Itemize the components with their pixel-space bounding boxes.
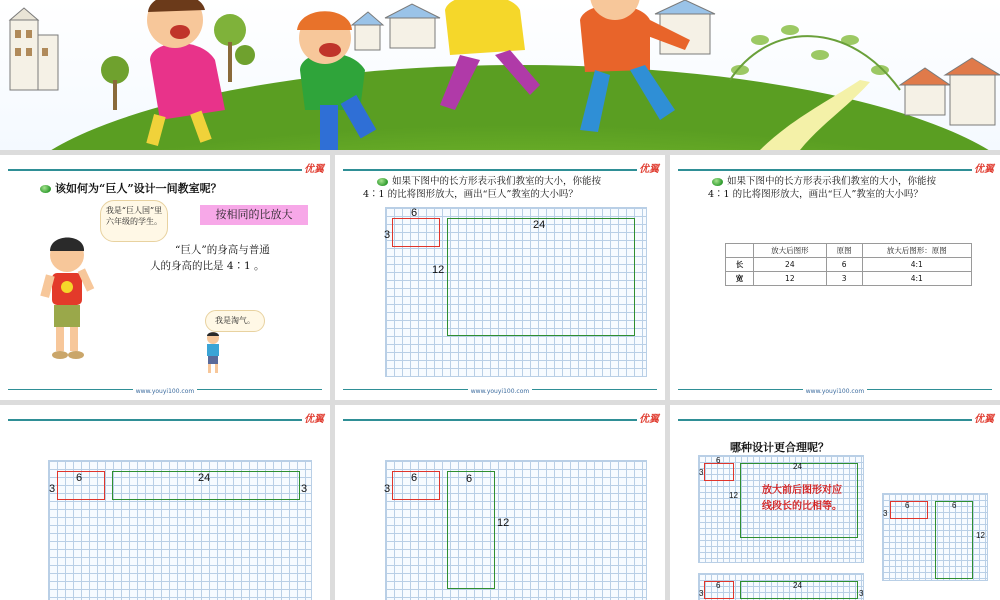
- website-footer: www.youyi100.com: [0, 388, 330, 395]
- cartoon-kids-illustration: [0, 0, 1000, 150]
- enlarged-height-label: 12: [497, 517, 510, 529]
- slide-4[interactable]: [0, 405, 330, 600]
- design-c-big-width: 24: [793, 581, 802, 590]
- answer-line1: 放大前后图形对应: [762, 485, 842, 496]
- slide-3[interactable]: [670, 155, 1000, 400]
- brand-logo: 优翼: [974, 414, 994, 425]
- slide-header-line: [678, 169, 972, 171]
- design-a-big-width: 24: [793, 462, 802, 471]
- brand-logo: 优翼: [304, 414, 324, 425]
- student-speech-bubble: 我是“巨人国”里六年级的学生。: [100, 200, 168, 242]
- brand-logo: 优翼: [639, 414, 659, 425]
- design-a-original-rectangle: [704, 463, 734, 481]
- slide-header-line: [343, 419, 637, 421]
- hero-banner: [0, 0, 1000, 150]
- original-height-label: 3: [384, 229, 391, 241]
- table-cell: 4:1: [862, 258, 971, 272]
- table-cell: 4:1: [862, 272, 971, 286]
- slide-header-line: [678, 419, 972, 421]
- design-c-small-height: 3: [699, 589, 704, 598]
- boy-student-icon: [40, 233, 95, 363]
- brand-logo: 优翼: [974, 164, 994, 175]
- enlarged-wrong-rectangle: [447, 471, 495, 589]
- design-b-big-height: 12: [976, 531, 985, 540]
- slide-header-line: [343, 169, 637, 171]
- table-cell: 24: [754, 258, 827, 272]
- table-header-row: [726, 244, 972, 258]
- slide-header-line: [8, 169, 302, 171]
- enlarged-width-label: 6: [466, 473, 473, 485]
- table-cell: 3: [826, 272, 862, 286]
- green-bullet-icon: [712, 178, 723, 186]
- slide-question-line2: 4∶1 的比将图形放大，画出“巨人”教室的大小吗？: [363, 189, 578, 200]
- table-header-cell: 放大后图形: [754, 244, 827, 258]
- slide-question: 该如何为“巨人”设计一间教室呢？: [40, 182, 222, 195]
- original-height-label: 3: [49, 483, 56, 495]
- table-cell: 6: [826, 258, 862, 272]
- slide-question-line1: 如果下图中的长方形表示我们教室的大小，你能按: [712, 175, 936, 188]
- table-header-cell: 原图: [826, 244, 862, 258]
- table-cell: 12: [754, 272, 827, 286]
- original-width-label: 6: [76, 472, 83, 484]
- slide-question-line2: 4∶1 的比将图形放大，画出“巨人”教室的大小吗？: [708, 189, 923, 200]
- slide-1[interactable]: [0, 155, 330, 400]
- slide-header-line: [8, 419, 302, 421]
- table-header-cell: 放大后图形：原图: [862, 244, 971, 258]
- enlarged-rectangle: [447, 218, 635, 336]
- brand-logo: 优翼: [639, 164, 659, 175]
- table-row: [726, 258, 972, 272]
- slide-2[interactable]: [335, 155, 665, 400]
- table-cell: 长: [726, 258, 754, 272]
- ratio-statement-line2: 人的身高的比是 4∶1 。: [150, 260, 265, 272]
- slide-5[interactable]: [335, 405, 665, 600]
- slide-6[interactable]: [670, 405, 1000, 600]
- design-c-big-height: 3: [859, 589, 864, 598]
- design-b-big-width: 6: [952, 501, 957, 510]
- original-height-label: 3: [384, 483, 391, 495]
- table-cell: 宽: [726, 272, 754, 286]
- table-row: [726, 272, 972, 286]
- enlarged-height-label: 3: [301, 483, 308, 495]
- green-bullet-icon: [40, 185, 51, 193]
- design-a-big-height: 12: [729, 491, 738, 500]
- answer-text: [748, 483, 856, 515]
- brand-logo: 优翼: [304, 164, 324, 175]
- original-width-label: 6: [411, 472, 418, 484]
- design-b-small-height: 3: [883, 509, 888, 518]
- ratio-comparison-table: [725, 243, 972, 286]
- enlarged-height-label: 12: [432, 264, 445, 276]
- answer-line2: 线段长的比相等。: [762, 501, 842, 512]
- slide-question: 哪种设计更合理呢？: [730, 441, 829, 454]
- design-a-small-height: 3: [699, 468, 704, 477]
- website-footer: www.youyi100.com: [335, 388, 665, 395]
- design-c-small-width: 6: [716, 581, 721, 590]
- small-kid-icon: [202, 331, 224, 375]
- design-b-enlarged-rectangle: [935, 501, 973, 579]
- slide-question-line1: 如果下图中的长方形表示我们教室的大小，你能按: [377, 175, 601, 188]
- design-a-small-width: 6: [716, 456, 721, 465]
- original-rectangle: [392, 218, 440, 247]
- enlarged-width-label: 24: [198, 472, 211, 484]
- website-footer: www.youyi100.com: [670, 388, 1000, 395]
- design-b-small-width: 6: [905, 501, 910, 510]
- ratio-statement-line1: “巨人”的身高与普通: [175, 244, 270, 256]
- green-bullet-icon: [377, 178, 388, 186]
- enlarged-width-label: 24: [533, 219, 546, 231]
- scale-rule-label: 按相同的比放大: [200, 205, 308, 225]
- table-header-cell: [726, 244, 754, 258]
- small-kid-speech-bubble: 我是淘气。: [205, 310, 265, 332]
- original-width-label: 6: [411, 207, 418, 219]
